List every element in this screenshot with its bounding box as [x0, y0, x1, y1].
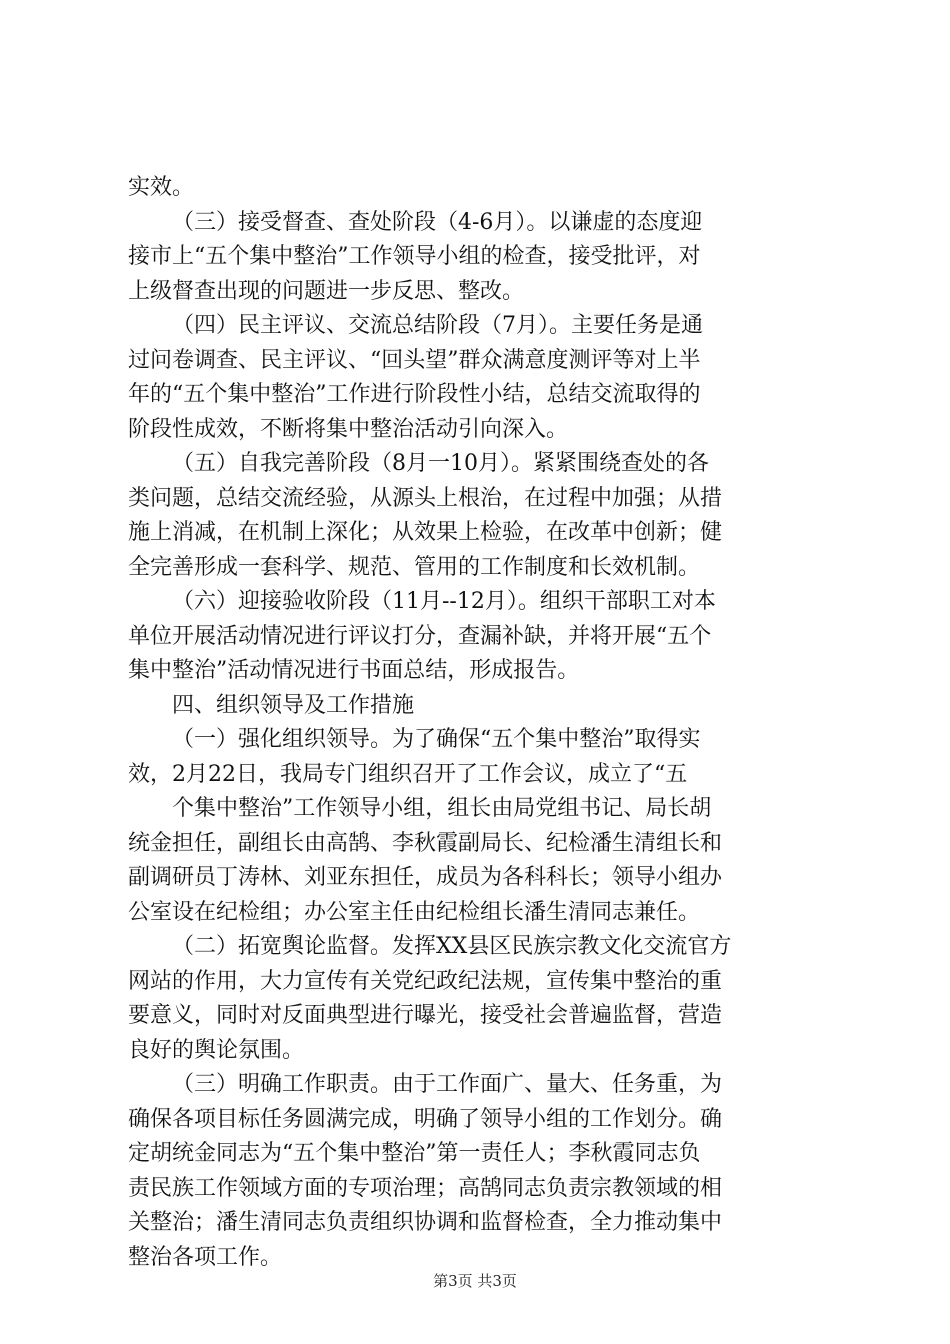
- text-line: 效，2月22日，我局专门组织召开了工作会议，成立了“五: [128, 761, 688, 787]
- text-line: 关整治；潘生清同志负责组织协调和监督检查，全力推动集中: [128, 1210, 723, 1235]
- text-line: 定胡统金同志为“五个集中整治”第一责任人；李秋霞同志负: [128, 1141, 701, 1166]
- page-number-label: 第3页 共3页: [433, 1272, 517, 1290]
- text-line: （五）自我完善阶段（8月一10月）。紧紧围绕查处的各: [172, 451, 709, 476]
- text-line: （一）强化组织领导。为了确保“五个集中整治”取得实: [172, 727, 701, 752]
- text-line: 过问卷调查、民主评议、“回头望”群众满意度测评等对上半: [128, 347, 701, 373]
- text-line: 施上消减，在机制上深化；从效果上检验，在改革中创新；健: [128, 520, 723, 545]
- text-line: 副调研员丁涛林、刘亚东担任，成员为各科科长；领导小组办: [128, 865, 723, 890]
- text-line: 类问题，总结交流经验，从源头上根治，在过程中加强；从措: [128, 485, 723, 511]
- text-line: 确保各项目标任务圆满完成，明确了领导小组的工作划分。确: [128, 1106, 723, 1132]
- text-line: （三）接受督查、查处阶段（4-6月）。以谦虚的态度迎: [172, 209, 703, 235]
- text-line: 良好的舆论氛围。: [128, 1037, 305, 1063]
- text-line: （二）拓宽舆论监督。发挥XX县区民族宗教文化交流官方: [172, 934, 732, 959]
- text-line: 接市上“五个集中整治”工作领导小组的检查，接受批评，对: [128, 244, 701, 269]
- text-line: 年的“五个集中整治”工作进行阶段性小结，总结交流取得的: [128, 382, 701, 407]
- text-line: 公室设在纪检组；办公室主任由纪检组长潘生清同志兼任。: [128, 899, 701, 925]
- page-footer: [0, 1270, 950, 1291]
- text-line: （四）民主评议、交流总结阶段（7月）。主要任务是通: [172, 313, 703, 338]
- document-body: [128, 171, 828, 1275]
- text-line: 统金担任，副组长由高鹄、李秋霞副局长、纪检潘生清组长和: [128, 830, 723, 856]
- text-line: 整治各项工作。: [128, 1244, 283, 1270]
- text-line: 网站的作用，大力宣传有关党纪政纪法规，宣传集中整治的重: [128, 968, 723, 994]
- text-line: 要意义，同时对反面典型进行曝光，接受社会普遍监督，营造: [128, 1003, 723, 1028]
- text-line: （六）迎接验收阶段（11月--12月）。组织干部职工对本: [172, 589, 716, 614]
- text-line: 个集中整治”工作领导小组，组长由局党组书记、局长胡: [172, 796, 712, 821]
- text-line: 实效。: [128, 175, 195, 200]
- text-line: 阶段性成效，不断将集中整治活动引向深入。: [128, 416, 569, 442]
- text-line: 集中整治”活动情况进行书面总结，形成报告。: [128, 658, 580, 683]
- section-heading: 四、组织领导及工作措施: [172, 692, 415, 718]
- text-line: 责民族工作领域方面的专项治理；高鹄同志负责宗教领域的相: [128, 1175, 723, 1201]
- text-line: 上级督查出现的问题进一步反思、整改。: [128, 278, 525, 304]
- text-line: （三）明确工作职责。由于工作面广、量大、任务重，为: [172, 1072, 723, 1097]
- text-line: 单位开展活动情况进行评议打分，查漏补缺，并将开展“五个: [128, 623, 712, 649]
- text-line: 全完善形成一套科学、规范、管用的工作制度和长效机制。: [128, 554, 701, 580]
